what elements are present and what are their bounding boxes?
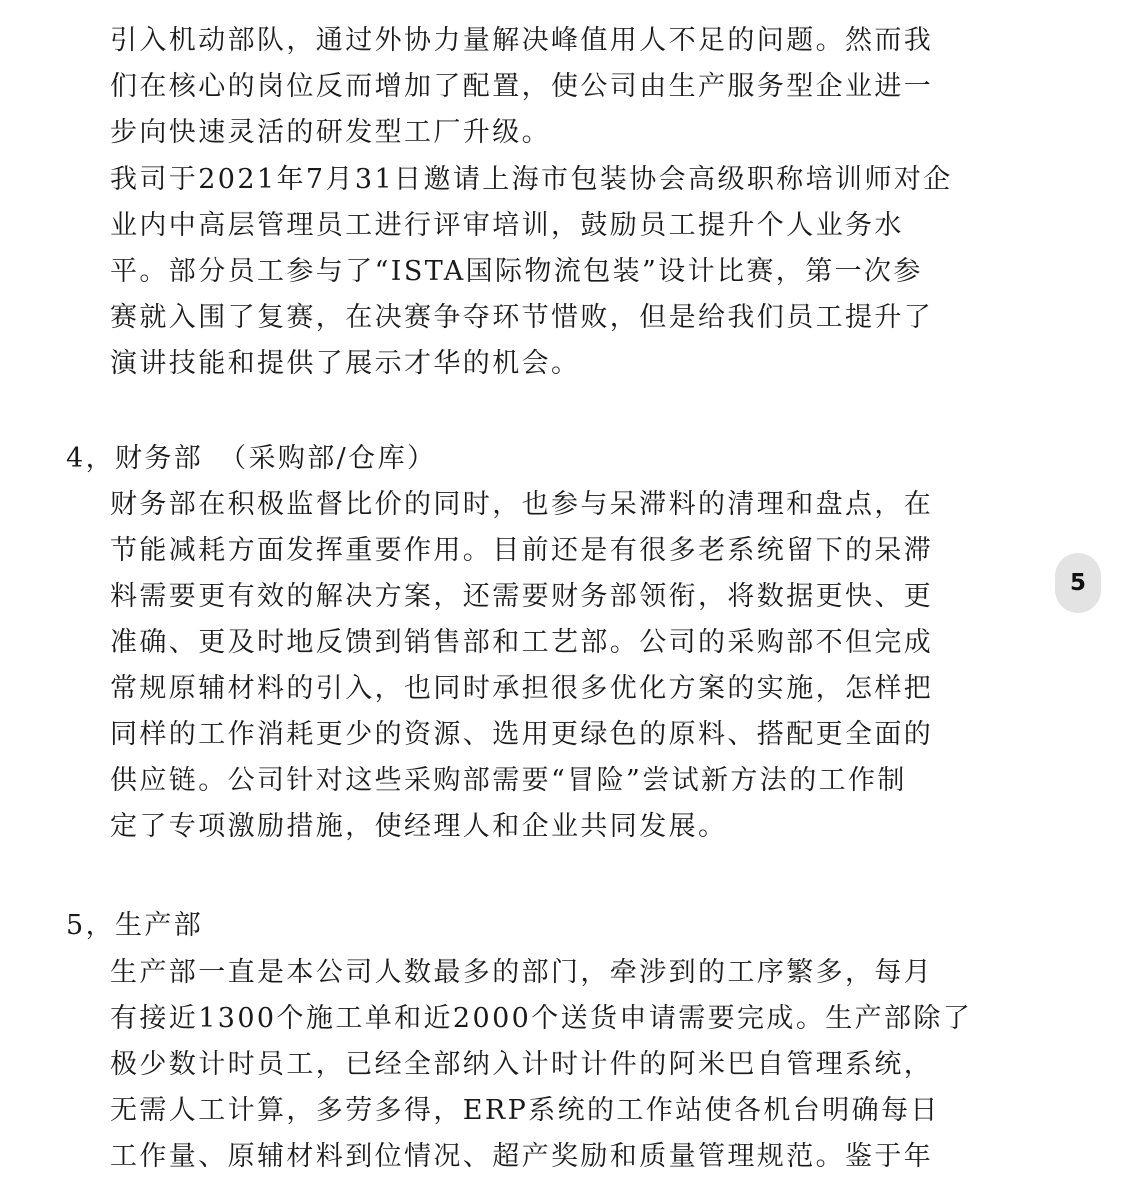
text-line: 定了专项激励措施，使经理人和企业共同发展。 [110,811,728,842]
text-line: 常规原辅材料的引入，也同时承担很多优化方案的实施，怎样把 [110,673,934,704]
text-line: 供应链。公司针对这些采购部需要“冒险”尝试新方法的工作制 [110,765,907,796]
text-line: 我司于2021年7月31日邀请上海市包装协会高级职称培训师对企 [110,164,953,195]
text-line: 财务部在积极监督比价的同时，也参与呆滞料的清理和盘点，在 [110,489,934,520]
intro-paragraph [110,18,960,156]
text-line: 步向快速灵活的研发型工厂升级。 [110,117,551,148]
text-line: 有接近1300个施工单和近2000个送货申请需要完成。生产部除了 [110,1003,973,1034]
page-number: 5 [1069,570,1086,596]
training-paragraph [110,157,960,387]
section-5-paragraph [110,950,973,1180]
text-line: 们在核心的岗位反而增加了配置，使公司由生产服务型企业进一 [110,71,934,102]
text-line: 极少数计时员工，已经全部纳入计时计件的阿米巴自管理系统， [110,1049,934,1080]
text-line: 节能减耗方面发挥重要作用。目前还是有很多老系统留下的呆滞 [110,535,934,566]
text-line: 料需要更有效的解决方案，还需要财务部领衔，将数据更快、更 [110,581,934,612]
text-line: 平。部分员工参与了“ISTA国际物流包装”设计比赛，第一次参 [110,256,923,287]
text-line: 赛就入围了复赛，在决赛争夺环节惜败，但是给我们员工提升了 [110,302,934,333]
page-number-badge [1055,553,1101,613]
section-4-paragraph [110,482,960,850]
section-4-heading: 4，财务部 （采购部/仓库） [66,443,437,474]
text-line: 引入机动部队，通过外协力量解决峰值用人不足的问题。然而我 [110,25,934,56]
text-line: 生产部一直是本公司人数最多的部门，牵涉到的工序繁多，每月 [110,957,934,988]
section-5-heading: 5，生产部 [66,910,204,941]
text-line: 同样的工作消耗更少的资源、选用更绿色的原料、搭配更全面的 [110,719,934,750]
text-line: 准确、更及时地反馈到销售部和工艺部。公司的采购部不但完成 [110,627,934,658]
text-line: 业内中高层管理员工进行评审培训，鼓励员工提升个人业务水 [110,210,904,241]
text-line: 演讲技能和提供了展示才华的机会。 [110,348,581,379]
text-line: 无需人工计算，多劳多得，ERP系统的工作站使各机台明确每日 [110,1095,940,1126]
text-line: 工作量、原辅材料到位情况、超产奖励和质量管理规范。鉴于年 [110,1141,934,1172]
